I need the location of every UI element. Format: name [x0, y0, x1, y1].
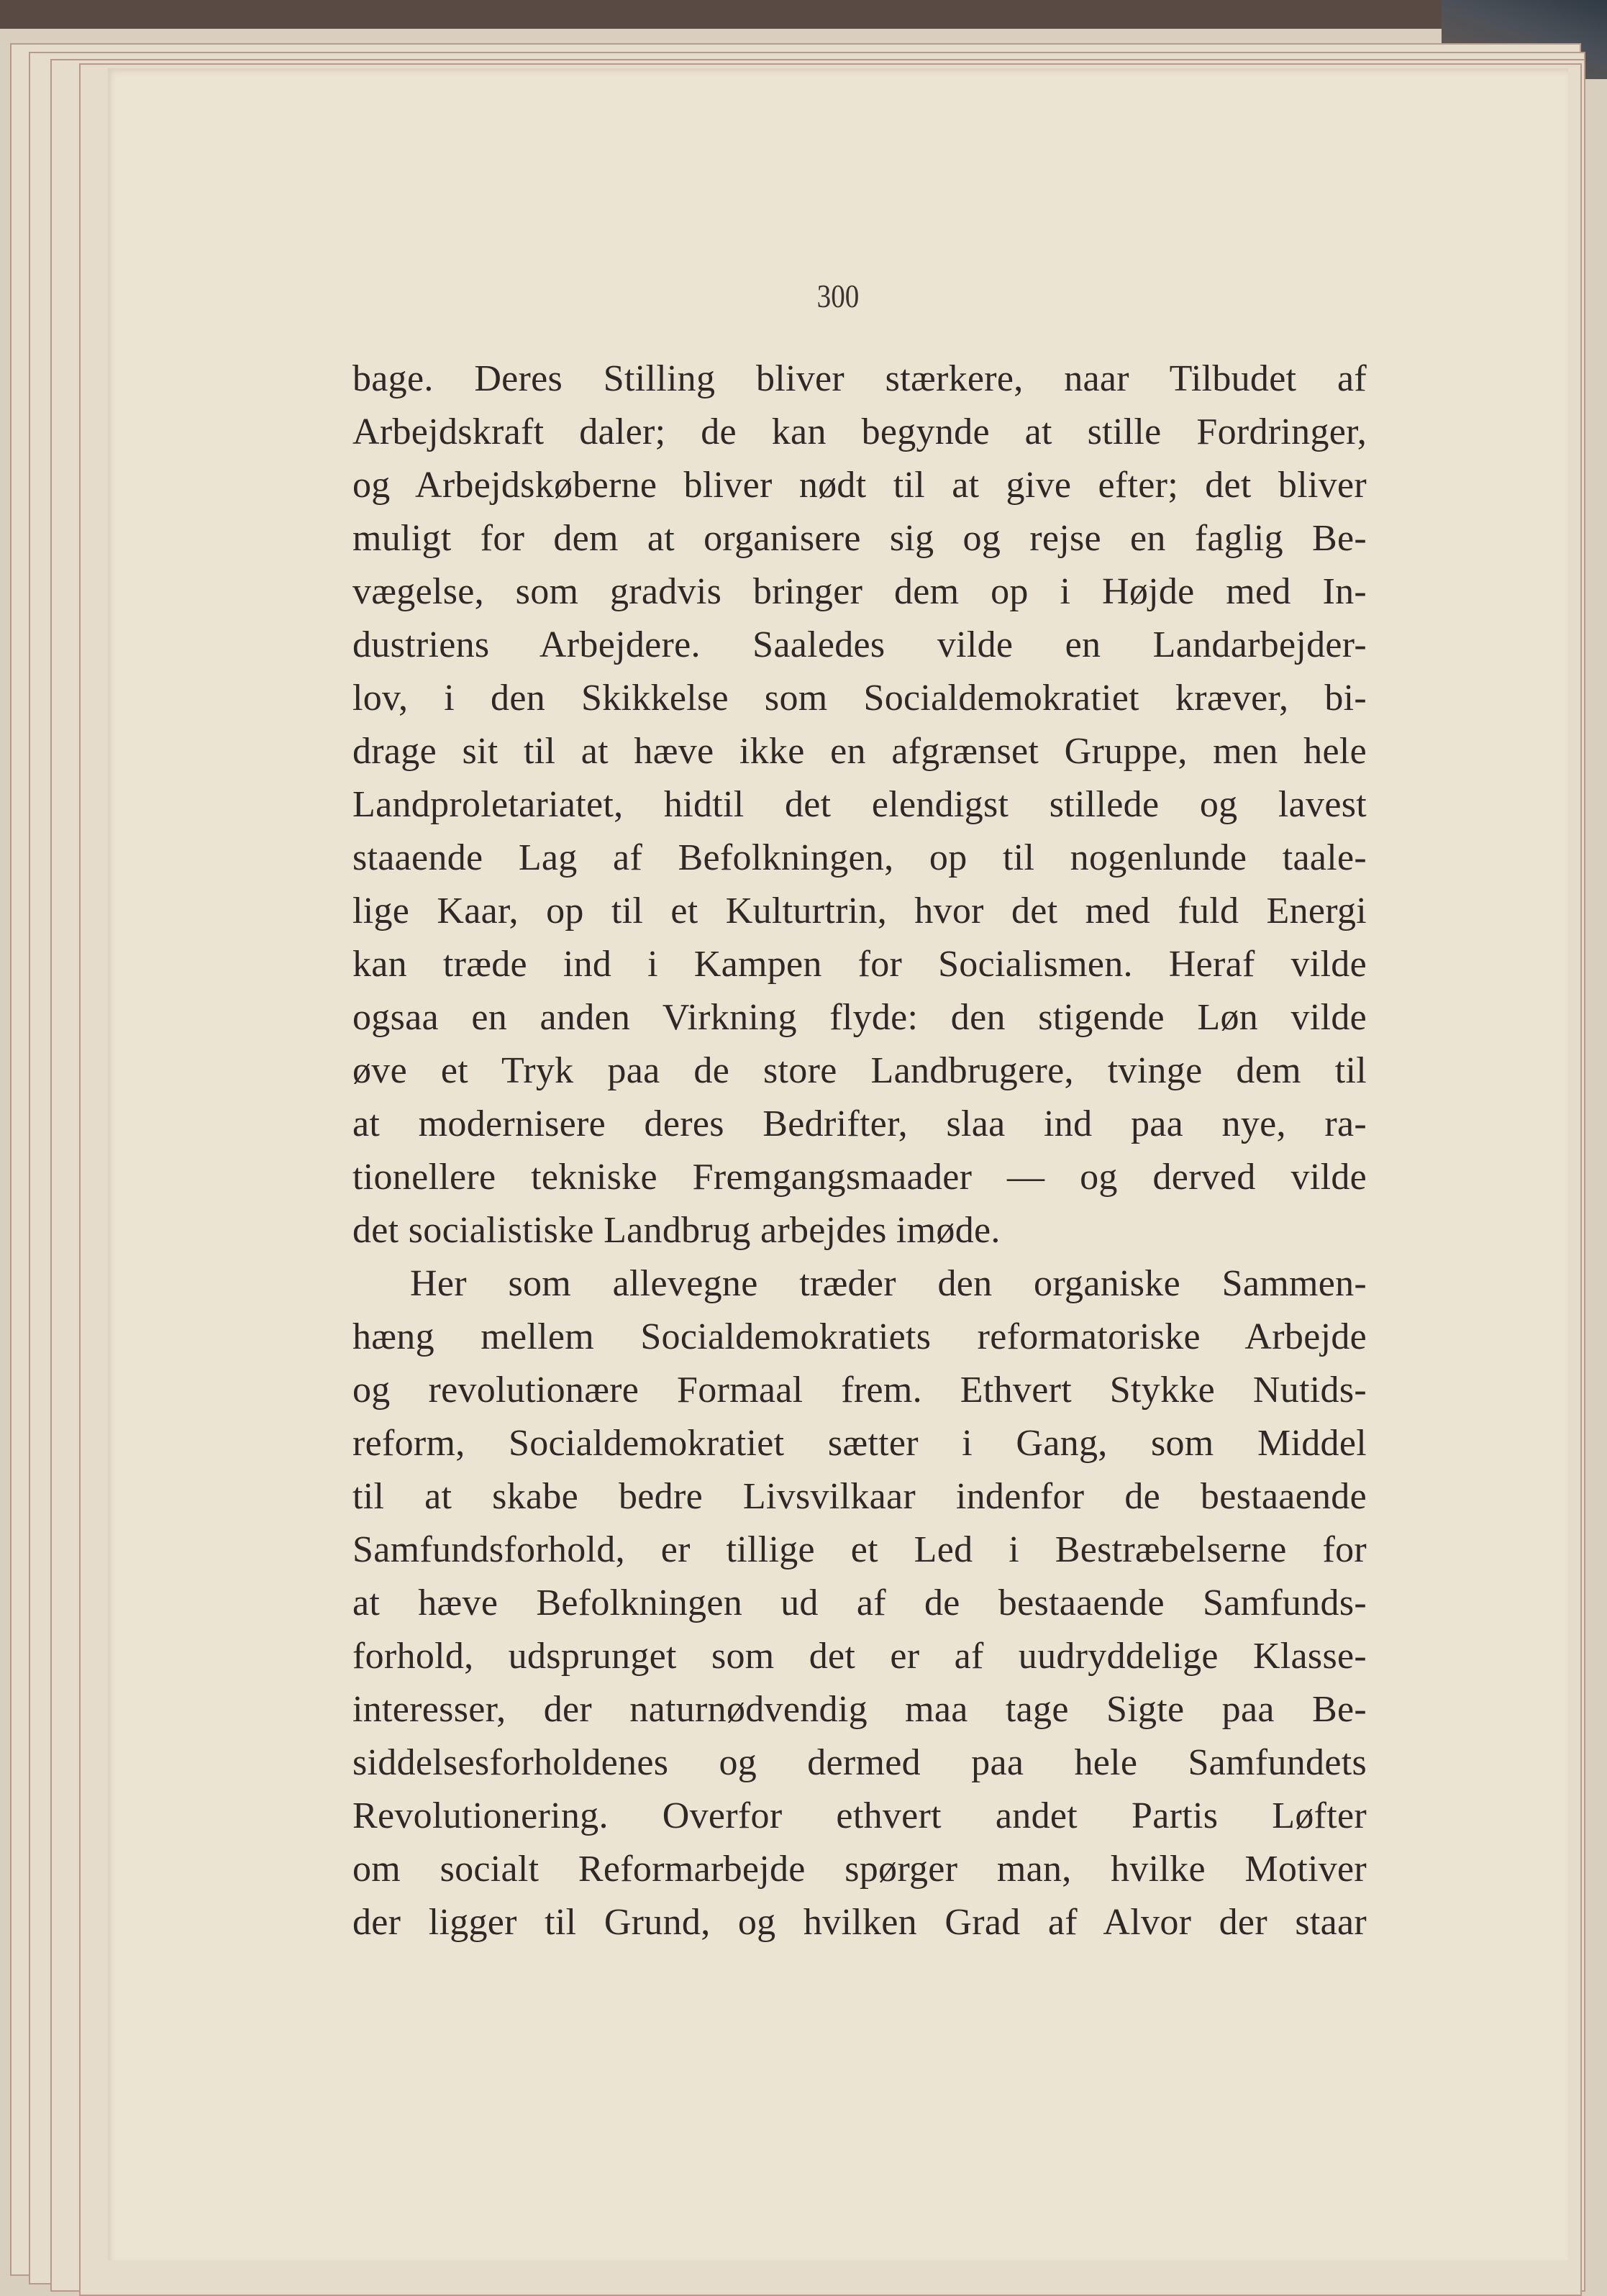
text-line: reform, Socialdemokratiet sætter i Gang, som Middel — [352, 1423, 1367, 1464]
text-line: og revolutionære Formaal frem. Ethvert Stykke Nutids- — [352, 1370, 1367, 1411]
text-line: kan træde ind i Kampen for Socialismen. Heraf vilde — [352, 944, 1367, 985]
text-line: Revolutionering. Overfor ethvert andet Partis Løfter — [352, 1795, 1367, 1836]
text-line: forhold, udsprunget som det er af uudryddelige Klasse- — [352, 1636, 1367, 1677]
body-text — [352, 352, 1367, 1949]
text-line: muligt for dem at organisere sig og rejse en faglig Be- — [352, 518, 1367, 559]
text-line: bage. Deres Stilling bliver stærkere, naar Tilbudet af — [352, 358, 1367, 399]
text-line: der ligger til Grund, og hvilken Grad af Alvor der staar — [352, 1902, 1367, 1943]
text-line: dustriens Arbejdere. Saaledes vilde en Landarbejder- — [352, 624, 1367, 665]
page-number: 300 — [816, 278, 860, 314]
text-line: til at skabe bedre Livsvilkaar indenfor de bestaaende — [352, 1476, 1367, 1517]
text-line: hæng mellem Socialdemokratiets reformatoriske Arbejde — [352, 1316, 1367, 1357]
book-page — [108, 68, 1568, 2261]
paragraph — [352, 352, 1367, 1257]
text-line: og Arbejdskøberne bliver nødt til at give efter; det bliver — [352, 465, 1367, 506]
text-line: det socialistiske Landbrug arbejdes imøde. — [352, 1210, 1001, 1251]
text-line: Samfundsforhold, er tillige et Led i Bestræbelserne for — [352, 1529, 1367, 1570]
paragraph — [352, 1257, 1367, 1949]
text-line: Her som allevegne træder den organiske Sammen- — [410, 1263, 1367, 1304]
text-line: lov, i den Skikkelse som Socialdemokratiet kræver, bi- — [352, 678, 1367, 719]
text-line: Arbejdskraft daler; de kan begynde at stille Fordringer, — [352, 411, 1367, 452]
text-line: siddelsesforholdenes og dermed paa hele Samfundets — [352, 1742, 1367, 1783]
text-line: at modernisere deres Bedrifter, slaa ind paa nye, ra- — [352, 1103, 1367, 1144]
text-line: staaende Lag af Befolkningen, op til nogenlunde taale- — [352, 837, 1367, 878]
text-line: om socialt Reformarbejde spørger man, hvilke Motiver — [352, 1849, 1367, 1890]
text-line: drage sit til at hæve ikke en afgrænset Gruppe, men hele — [352, 731, 1367, 772]
text-line: at hæve Befolkningen ud af de bestaaende Samfunds- — [352, 1582, 1367, 1623]
text-line: ogsaa en anden Virkning flyde: den stigende Løn vilde — [352, 997, 1367, 1038]
text-line: lige Kaar, op til et Kulturtrin, hvor det med fuld Energi — [352, 890, 1367, 931]
book-top-edge — [0, 0, 1607, 29]
text-line: øve et Tryk paa de store Landbrugere, tvinge dem til — [352, 1050, 1367, 1091]
text-line: vægelse, som gradvis bringer dem op i Højde med In- — [352, 571, 1367, 612]
text-line: tionellere tekniske Fremgangsmaader — og derved vilde — [352, 1157, 1367, 1198]
text-line: interesser, der naturnødvendig maa tage Sigte paa Be- — [352, 1689, 1367, 1730]
text-line: Landproletariatet, hidtil det elendigst stillede og lavest — [352, 784, 1367, 825]
